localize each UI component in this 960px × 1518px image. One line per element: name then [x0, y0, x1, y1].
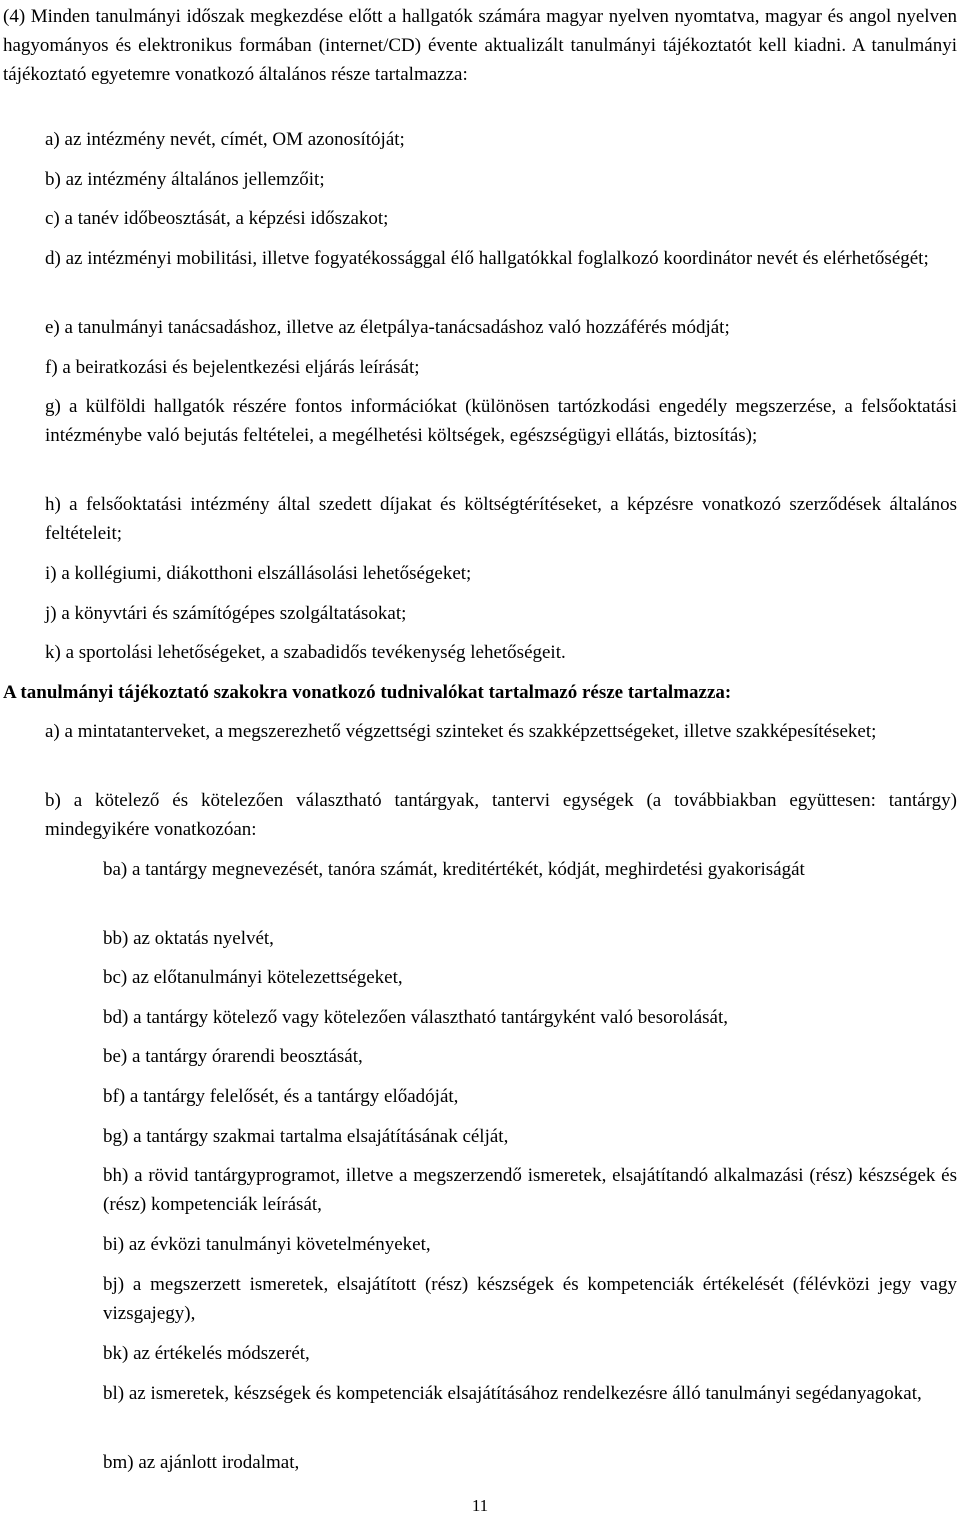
major-item-a: a) a mintatanterveket, a megszerezhető végzettségi szinteket és szakképzettségeket, illetve szakképesítéseket; [45, 721, 877, 742]
subject-item-bc: bc) az előtanulmányi kötelezettségeket, [103, 967, 403, 988]
general-item-j: j) a könyvtári és számítógépes szolgáltatásokat; [45, 603, 407, 624]
subject-item-bh: bh) a rövid tantárgyprogramot, illetve a megszerzendő ismeretek, elsajátítandó alkalmazási (rész) készségek és (rész) kompetenciák leírását, [103, 1165, 957, 1215]
subject-item-ba: ba) a tantárgy megnevezését, tanóra számát, kreditértékét, kódját, meghirdetési gyakoriságát [103, 859, 805, 880]
general-item-i: i) a kollégiumi, diákotthoni elszállásolási lehetőségeket; [45, 563, 472, 584]
subject-item-bg: bg) a tantárgy szakmai tartalma elsajátításának célját, [103, 1126, 509, 1147]
general-item-f: f) a beiratkozási és bejelentkezési eljárás leírását; [45, 357, 420, 378]
general-item-h: h) a felsőoktatási intézmény által szedett díjakat és költségtérítéseket, a képzésre vonatkozó szerződések általános feltételeit; [45, 494, 957, 544]
general-item-d: d) az intézményi mobilitási, illetve fogyatékossággal élő hallgatókkal foglalkozó koordinátor nevét és elérhetőségét; [45, 248, 929, 269]
intro-paragraph: (4) Minden tanulmányi időszak megkezdése előtt a hallgatók számára magyar nyelven nyomtatva, magyar és angol nyelven hagyományos és elektronikus formában (internet/CD) évente aktualizált tanulmányi tájékoztatót kell kiadni. A tanulmányi tájékoztató egyetemre vonatkozó általános része tartalmazza: [3, 6, 957, 85]
subject-item-bl: bl) az ismeretek, készségek és kompetenciák elsajátításához rendelkezésre álló tanulmányi segédanyagokat, [103, 1383, 922, 1404]
subject-item-bf: bf) a tantárgy felelősét, és a tantárgy előadóját, [103, 1086, 459, 1107]
general-item-a: a) az intézmény nevét, címét, OM azonosítóját; [45, 129, 405, 150]
subject-item-bj: bj) a megszerzett ismeretek, elsajátított (rész) készségek és kompetenciák értékelését (félévközi jegy vagy vizsgajegy), [103, 1274, 957, 1324]
section-heading: A tanulmányi tájékoztató szakokra vonatkozó tudnivalókat tartalmazó része tartalmazza: [3, 682, 732, 703]
general-item-g: g) a külföldi hallgatók részére fontos információkat (különösen tartózkodási engedély megszerzése, a felsőoktatási intézménybe való bejutás feltételei, a megélhetési költségek, egészségügyi ellátás, biztosítás); [45, 396, 957, 446]
subject-item-bd: bd) a tantárgy kötelező vagy kötelezően választható tantárgyként való besorolását, [103, 1007, 729, 1028]
general-item-b: b) az intézmény általános jellemzőit; [45, 169, 325, 190]
general-item-k: k) a sportolási lehetőségeket, a szabadidős tevékenység lehetőségeit. [45, 642, 566, 663]
page-number: 11 [471, 1496, 489, 1515]
subject-item-bb: bb) az oktatás nyelvét, [103, 928, 274, 949]
major-item-b: b) a kötelező és kötelezően választható tantárgyak, tantervi egységek (a továbbiakban együttesen: tantárgy) mindegyikére vonatkozóan: [45, 790, 957, 840]
general-item-c: c) a tanév időbeosztását, a képzési időszakot; [45, 208, 389, 229]
subject-item-bi: bi) az évközi tanulmányi követelményeket, [103, 1234, 431, 1255]
subject-item-bk: bk) az értékelés módszerét, [103, 1343, 310, 1364]
subject-item-be: be) a tantárgy órarendi beosztását, [103, 1046, 363, 1067]
subject-item-bm: bm) az ajánlott irodalmat, [103, 1452, 300, 1473]
general-item-e: e) a tanulmányi tanácsadáshoz, illetve az életpálya-tanácsadáshoz való hozzáférés módját; [45, 317, 730, 338]
